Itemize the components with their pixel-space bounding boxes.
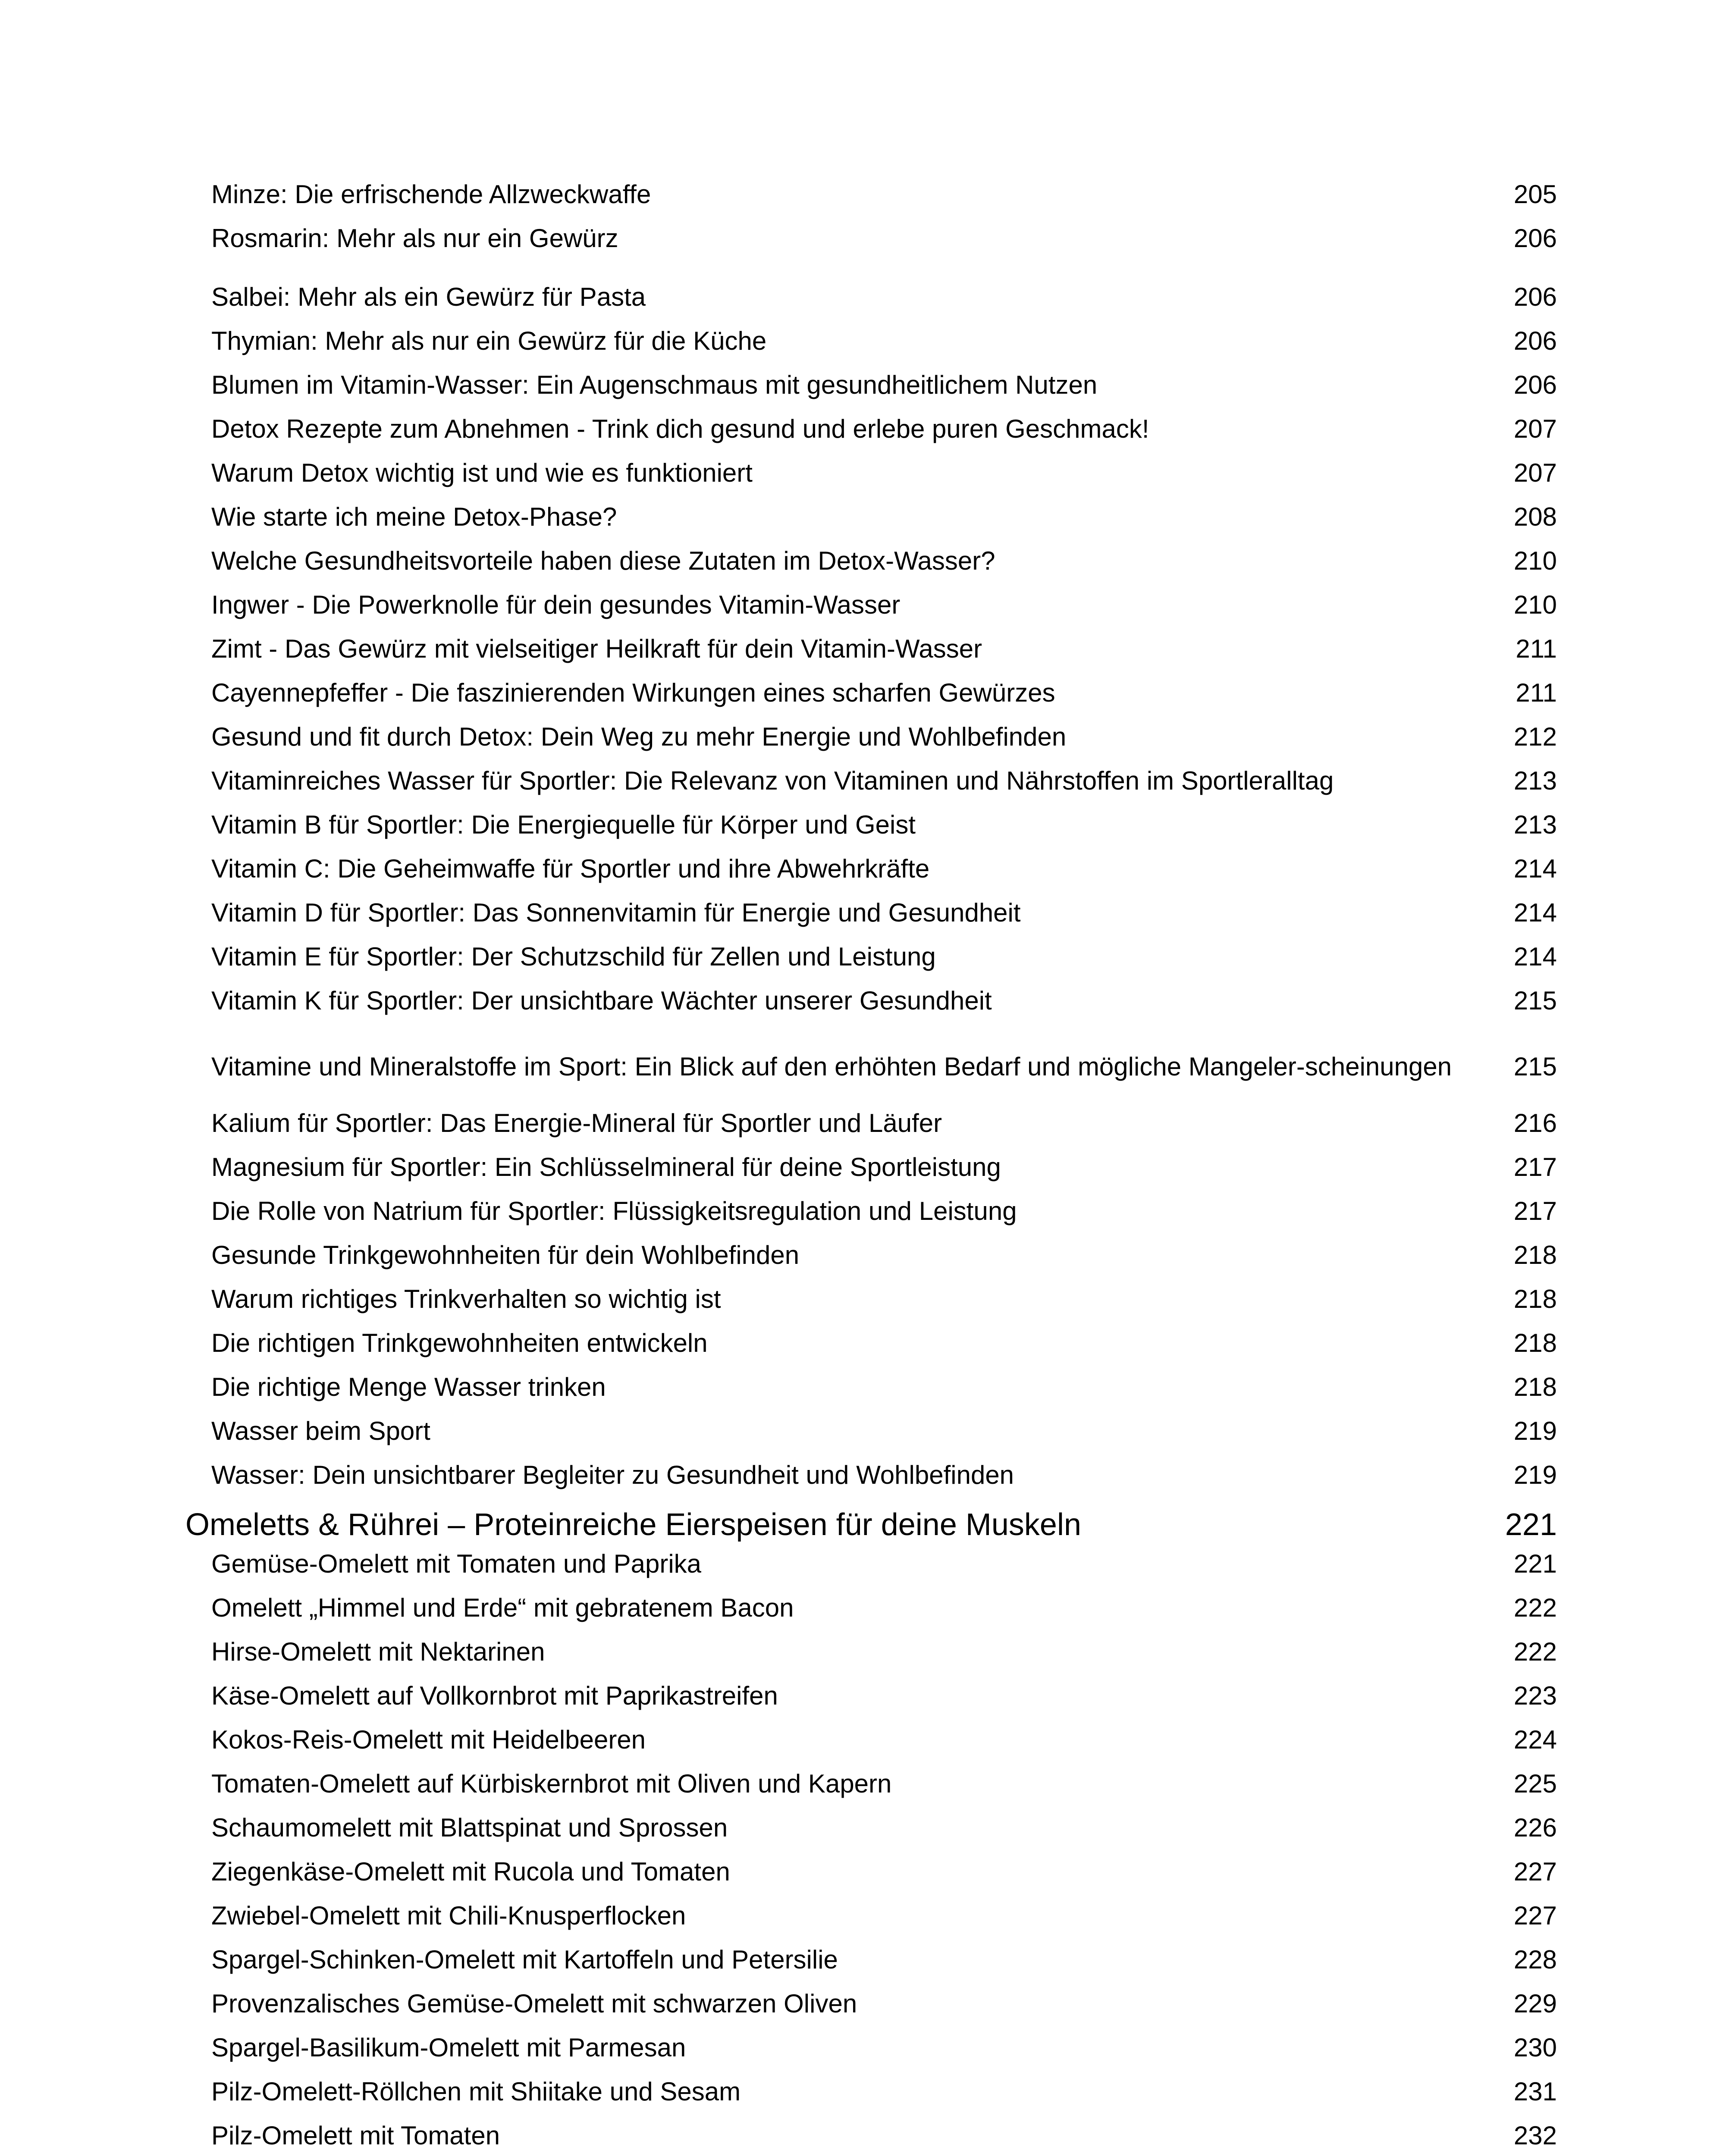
toc-entry-row [185, 1634, 1557, 1678]
table-of-contents [185, 177, 1557, 2156]
toc-entry-title: Rosmarin: Mehr als nur ein Gewürz [211, 224, 618, 253]
toc-page-number: 228 [1513, 1945, 1557, 1974]
toc-page-number: 219 [1513, 1460, 1557, 1489]
toc-entry-row [185, 939, 1557, 983]
toc-entry-title: Die richtigen Trinkgewohnheiten entwickeln [211, 1329, 708, 1357]
toc-page-number: 224 [1513, 1725, 1557, 1754]
toc-entry-title: Wie starte ich meine Detox-Phase? [211, 502, 617, 531]
toc-entry-row [185, 1282, 1557, 1326]
toc-entry-title: Schaumomelett mit Blattspinat und Sprossen [211, 1813, 728, 1842]
toc-entry-row [185, 177, 1557, 221]
toc-entry-title: Die richtige Menge Wasser trinken [211, 1373, 606, 1401]
toc-page-number: 207 [1513, 414, 1557, 443]
toc-entry-row [185, 1854, 1557, 1898]
toc-chapter-row [185, 1501, 1557, 1546]
toc-entry-title: Kalium für Sportler: Das Energie-Mineral für Sportler und Läufer [211, 1109, 942, 1138]
toc-page-number: 216 [1513, 1109, 1557, 1138]
toc-entry-row [185, 1942, 1557, 1986]
toc-entry-title: Spargel-Schinken-Omelett mit Kartoffeln und Petersilie [211, 1945, 838, 1974]
toc-page-number: 211 [1516, 634, 1557, 663]
toc-entry-row [185, 1413, 1557, 1457]
toc-entry-title: Cayennepfeffer - Die faszinierenden Wirkungen eines scharfen Gewürzes [211, 678, 1055, 707]
toc-entry-title: Spargel-Basilikum-Omelett mit Parmesan [211, 2033, 686, 2062]
toc-entry-title: Zimt - Das Gewürz mit vielseitiger Heilkraft für dein Vitamin-Wasser [211, 634, 982, 663]
toc-page-number: 217 [1513, 1153, 1557, 1181]
toc-entry-row [185, 1326, 1557, 1369]
toc-entry-row [185, 1986, 1557, 2030]
toc-chapter-title: Omeletts & Rührei – Proteinreiche Eierspeisen für deine Muskeln [185, 1507, 1081, 1542]
toc-entry-row [185, 499, 1557, 543]
toc-entry-title: Gesund und fit durch Detox: Dein Weg zu mehr Energie und Wohlbefinden [211, 722, 1067, 751]
toc-page-number: 215 [1513, 986, 1557, 1015]
toc-page-number: 214 [1513, 942, 1557, 971]
toc-page-number: 231 [1513, 2077, 1557, 2106]
toc-page-number: 222 [1513, 1593, 1557, 1622]
toc-entry-title: Warum richtiges Trinkverhalten so wichtig ist [211, 1285, 721, 1313]
toc-entry-row [185, 1027, 1557, 1106]
toc-entry-row [185, 2118, 1557, 2156]
toc-entry-row [185, 455, 1557, 499]
toc-entry-row [185, 1457, 1557, 1501]
toc-page-number: 223 [1513, 1681, 1557, 1710]
toc-page-number: 221 [1505, 1507, 1557, 1542]
toc-entry-row [185, 1194, 1557, 1238]
toc-page-number: 226 [1513, 1813, 1557, 1842]
toc-entry-title: Ingwer - Die Powerknolle für dein gesundes Vitamin-Wasser [211, 590, 901, 619]
toc-entry-title: Kokos-Reis-Omelett mit Heidelbeeren [211, 1725, 646, 1754]
toc-entry-title: Wasser beim Sport [211, 1416, 430, 1445]
toc-entry-row [185, 2030, 1557, 2074]
toc-entry-title: Vitamin E für Sportler: Der Schutzschild für Zellen und Leistung [211, 942, 936, 971]
toc-page-number: 227 [1513, 1857, 1557, 1886]
toc-page-number: 206 [1513, 282, 1557, 311]
toc-page-number: 214 [1513, 898, 1557, 927]
toc-entry-row [185, 323, 1557, 367]
toc-entry-row [185, 543, 1557, 587]
toc-entry-title: Detox Rezepte zum Abnehmen - Trink dich gesund und erlebe puren Geschmack! [211, 414, 1149, 443]
toc-entry-row [185, 763, 1557, 807]
toc-entry-row [185, 279, 1557, 323]
toc-entry-title: Vitamin K für Sportler: Der unsichtbare Wächter unserer Gesundheit [211, 986, 992, 1015]
toc-entry-row [185, 719, 1557, 763]
toc-page-number: 232 [1513, 2121, 1557, 2150]
toc-page-number: 227 [1513, 1901, 1557, 1930]
toc-page-number: 205 [1513, 180, 1557, 209]
toc-page-number: 218 [1513, 1241, 1557, 1269]
toc-entry-title: Omelett „Himmel und Erde“ mit gebratenem Bacon [211, 1593, 794, 1622]
toc-entry-row [185, 1810, 1557, 1854]
toc-entry-title: Welche Gesundheitsvorteile haben diese Zutaten im Detox-Wasser? [211, 546, 995, 575]
toc-entry-row [185, 895, 1557, 939]
toc-entry-row [185, 2074, 1557, 2118]
toc-page-number: 217 [1513, 1197, 1557, 1225]
toc-entry-row [185, 1722, 1557, 1766]
toc-entry-row [185, 1678, 1557, 1722]
toc-page-number: 219 [1513, 1416, 1557, 1445]
toc-entry-title: Hirse-Omelett mit Nektarinen [211, 1637, 545, 1666]
toc-entry-title: Magnesium für Sportler: Ein Schlüsselmineral für deine Sportleistung [211, 1153, 1001, 1181]
toc-entry-row [185, 221, 1557, 265]
toc-entry-row [185, 807, 1557, 851]
toc-page-number: 218 [1513, 1329, 1557, 1357]
toc-page-number: 230 [1513, 2033, 1557, 2062]
toc-page-number: 207 [1513, 458, 1557, 487]
toc-entry-title: Blumen im Vitamin-Wasser: Ein Augenschmaus mit gesundheitlichem Nutzen [211, 370, 1098, 399]
toc-entry-title: Vitaminreiches Wasser für Sportler: Die Relevanz von Vitaminen und Nährstoffen im Sportleralltag [211, 766, 1334, 795]
toc-page-number: 206 [1513, 326, 1557, 355]
toc-entry-row [185, 983, 1557, 1027]
toc-entry-title: Vitamine und Mineralstoffe im Sport: Ein Blick auf den erhöhten Bedarf und mögliche Mangeler-scheinungen [211, 1052, 1452, 1081]
toc-page-number: 213 [1513, 810, 1557, 839]
toc-entry-row [185, 1150, 1557, 1194]
toc-page-number: 229 [1513, 1989, 1557, 2018]
toc-entry-title: Vitamin D für Sportler: Das Sonnenvitamin für Energie und Gesundheit [211, 898, 1021, 927]
toc-entry-title: Pilz-Omelett-Röllchen mit Shiitake und Sesam [211, 2077, 741, 2106]
toc-page-number: 212 [1513, 722, 1557, 751]
toc-entry-title: Vitamin B für Sportler: Die Energiequelle für Körper und Geist [211, 810, 916, 839]
toc-page-number: 215 [1513, 1052, 1557, 1081]
toc-entry-title: Thymian: Mehr als nur ein Gewürz für die Küche [211, 326, 767, 355]
toc-entry-row [185, 587, 1557, 631]
toc-entry-row [185, 1766, 1557, 1810]
toc-entry-row [185, 367, 1557, 411]
toc-entry-row [185, 675, 1557, 719]
toc-page-number: 218 [1513, 1373, 1557, 1401]
toc-page-number: 222 [1513, 1637, 1557, 1666]
toc-page-number: 210 [1513, 546, 1557, 575]
toc-page-number: 213 [1513, 766, 1557, 795]
toc-entry-title: Warum Detox wichtig ist und wie es funktioniert [211, 458, 753, 487]
toc-entry-title: Gesunde Trinkgewohnheiten für dein Wohlbefinden [211, 1241, 800, 1269]
toc-entry-title: Zwiebel-Omelett mit Chili-Knusperflocken [211, 1901, 686, 1930]
toc-page-number: 211 [1516, 678, 1557, 707]
toc-entry-title: Ziegenkäse-Omelett mit Rucola und Tomaten [211, 1857, 730, 1886]
toc-entry-row [185, 1369, 1557, 1413]
toc-entry-row [185, 1590, 1557, 1634]
toc-entry-title: Pilz-Omelett mit Tomaten [211, 2121, 500, 2150]
toc-page-number: 214 [1513, 854, 1557, 883]
toc-entry-title: Tomaten-Omelett auf Kürbiskernbrot mit Oliven und Kapern [211, 1769, 892, 1798]
toc-entry-row [185, 1546, 1557, 1590]
toc-entry-title: Minze: Die erfrischende Allzweckwaffe [211, 180, 651, 209]
toc-entry-title: Die Rolle von Natrium für Sportler: Flüssigkeitsregulation und Leistung [211, 1197, 1017, 1225]
toc-page-number: 221 [1513, 1549, 1557, 1578]
toc-entry-row [185, 1106, 1557, 1150]
toc-entry-row [185, 631, 1557, 675]
toc-entry-title: Salbei: Mehr als ein Gewürz für Pasta [211, 282, 646, 311]
toc-page-number: 210 [1513, 590, 1557, 619]
toc-page-number: 218 [1513, 1285, 1557, 1313]
toc-entry-row [185, 411, 1557, 455]
toc-entry-row [185, 1238, 1557, 1282]
toc-entry-title: Gemüse-Omelett mit Tomaten und Paprika [211, 1549, 702, 1578]
toc-entry-title: Wasser: Dein unsichtbarer Begleiter zu Gesundheit und Wohlbefinden [211, 1460, 1014, 1489]
toc-entry-title: Provenzalisches Gemüse-Omelett mit schwarzen Oliven [211, 1989, 857, 2018]
toc-entry-title: Vitamin C: Die Geheimwaffe für Sportler und ihre Abwehrkräfte [211, 854, 930, 883]
toc-page-number: 208 [1513, 502, 1557, 531]
toc-entry-title: Käse-Omelett auf Vollkornbrot mit Paprikastreifen [211, 1681, 778, 1710]
toc-page-number: 206 [1513, 224, 1557, 253]
toc-page-number: 206 [1513, 370, 1557, 399]
toc-entry-row [185, 851, 1557, 895]
toc-entry-row [185, 1898, 1557, 1942]
toc-page-number: 225 [1513, 1769, 1557, 1798]
